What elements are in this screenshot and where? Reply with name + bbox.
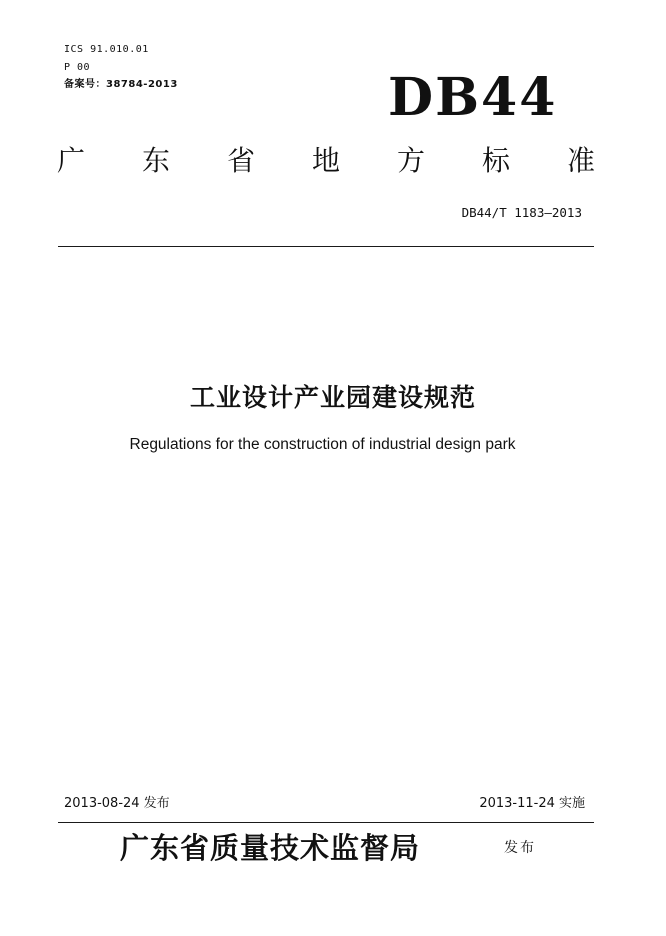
standard-type-heading bbox=[54, 141, 598, 181]
issuer-suffix: 发布 bbox=[504, 840, 536, 856]
implement-date: 2013-11-24 实施 bbox=[479, 796, 585, 811]
ics-code: ICS 91.010.01 bbox=[64, 44, 149, 55]
standard-type-char: 标 bbox=[481, 144, 510, 177]
standard-type-char: 准 bbox=[566, 144, 595, 177]
classification-code: P 00 bbox=[64, 62, 91, 73]
record-number: 备案号：38784-2013 bbox=[64, 79, 178, 90]
standard-number: DB44/T 1183—2013 bbox=[461, 205, 582, 220]
db44-logo: DB44 bbox=[388, 67, 558, 128]
standard-type-char: 方 bbox=[396, 144, 425, 177]
top-divider bbox=[58, 246, 594, 247]
bottom-divider bbox=[58, 822, 594, 823]
publish-date: 2013-08-24 发布 bbox=[64, 796, 170, 811]
standard-type-char: 省 bbox=[226, 144, 255, 177]
issuer-name: 广东省质量技术监督局 bbox=[120, 831, 421, 865]
standard-type-char: 广 bbox=[56, 144, 85, 177]
document-title-en: Regulations for the construction of industrial design park bbox=[129, 436, 516, 453]
document-title-zh: 工业设计产业园建设规范 bbox=[189, 383, 476, 412]
standard-type-char: 地 bbox=[311, 144, 340, 177]
standard-type-char: 东 bbox=[141, 144, 170, 177]
